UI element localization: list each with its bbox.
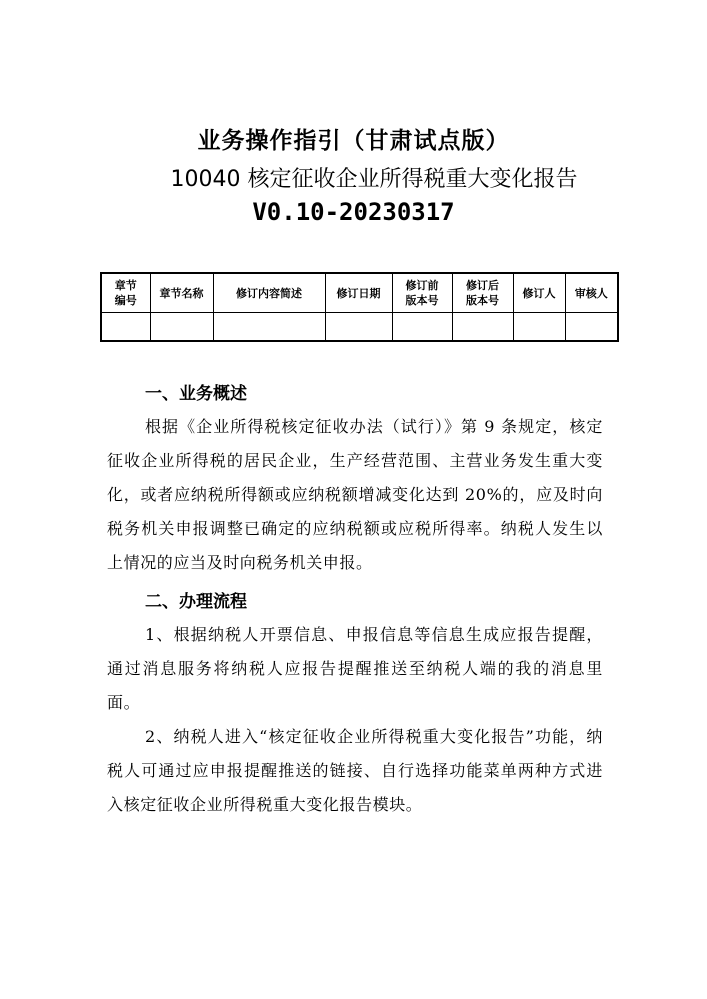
document-subtitle: 10040 核定征收企业所得税重大变化报告 [170,167,578,192]
column-header: 修订前版本号 [392,273,452,313]
overview-paragraph: 根据《企业所得税核定征收办法（试行）》第 9 条规定，核定征收企业所得税的居民企业，生产经营范围、主营业务发生重大变化，或者应纳税所得额或应纳税额增减变化达到 20%的，应及时向税务机关申报调整已确定的应纳税额或应税所得率。纳税人发生以上情况的应当及时向税务机关申报。 [107,417,603,572]
column-header: 修订人 [513,273,565,313]
column-header: 审核人 [565,273,618,313]
column-header: 修订日期 [325,273,392,313]
section-heading-process: 二、办理流程 [145,592,247,612]
table-header-row [101,273,618,313]
revision-table [100,272,619,342]
table-cell [392,313,452,342]
document-version: V0.10-20230317 [252,198,455,226]
process-step-2: 2、纳税人进入“核定征收企业所得税重大变化报告”功能，纳税人可通过应申报提醒推送的链接、自行选择功能菜单两种方式进入核定征收企业所得税重大变化报告模块。 [107,727,603,814]
document-title: 业务操作指引（甘肃试点版） [197,127,510,154]
table-cell [565,313,618,342]
process-step-1: 1、根据纳税人开票信息、申报信息等信息生成应报告提醒，通过消息服务将纳税人应报告提醒推送至纳税人端的我的消息里面。 [107,625,603,712]
column-header: 章节编号 [101,273,150,313]
column-header: 章节名称 [150,273,213,313]
table-cell [213,313,325,342]
table-cell [325,313,392,342]
column-header: 修订后版本号 [452,273,513,313]
table-row [101,313,618,342]
table-cell [150,313,213,342]
table-cell [513,313,565,342]
section-heading-overview: 一、业务概述 [145,384,247,404]
table-cell [452,313,513,342]
table-cell [101,313,150,342]
column-header: 修订内容简述 [213,273,325,313]
document-body [107,378,603,822]
